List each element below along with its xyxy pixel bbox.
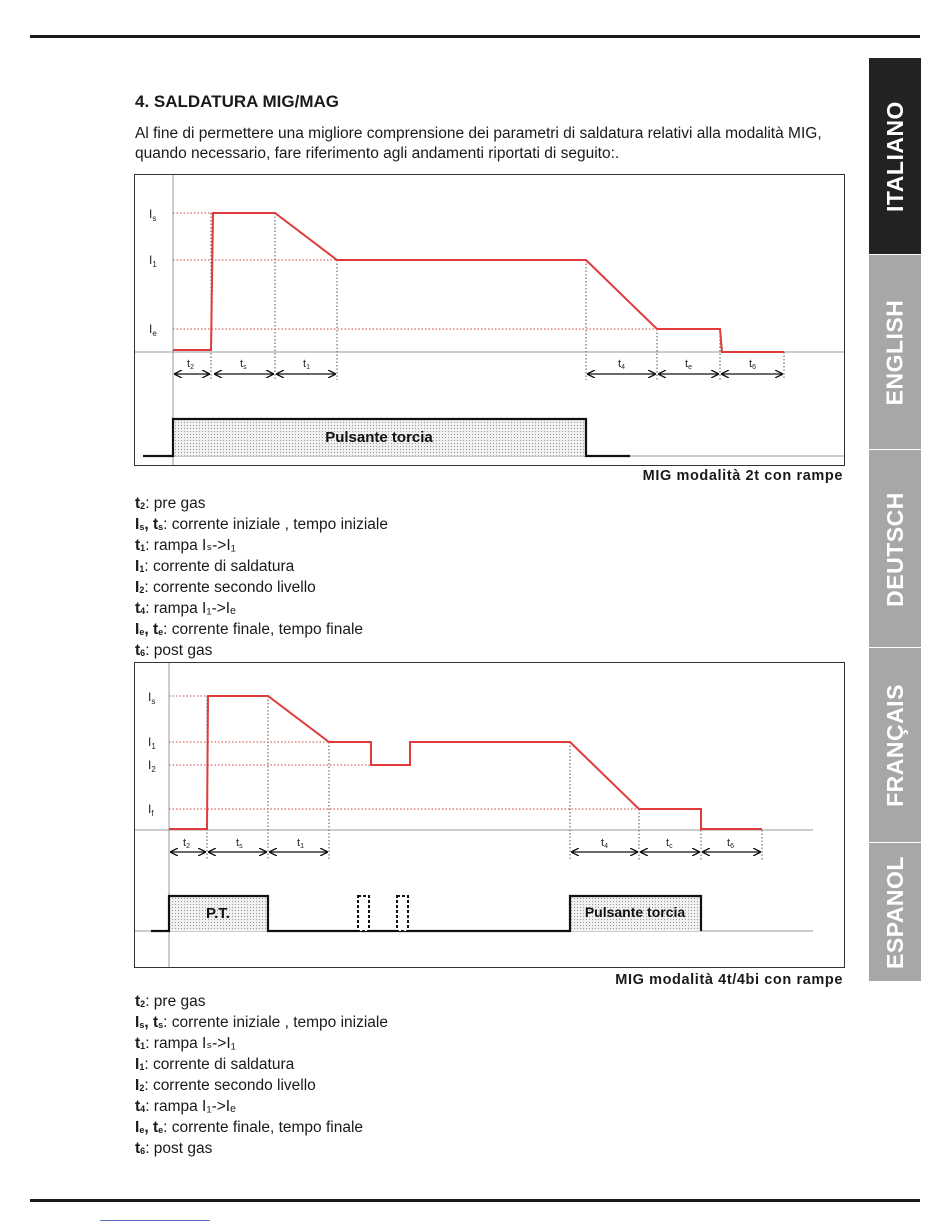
label-if: $I_f$	[148, 802, 154, 818]
tab-italiano[interactable]: ITALIANO	[869, 58, 921, 254]
label-t1: t1	[303, 358, 310, 371]
label-ts: ts	[236, 837, 243, 850]
legend-item: $t_4$: rampa I₁->Iₑ	[135, 1098, 236, 1115]
label-te: te	[685, 358, 692, 371]
time-labels	[183, 837, 734, 850]
legend-item: $t_4$: rampa I₁->Iₑ	[135, 600, 236, 617]
diagram-4t	[134, 662, 845, 968]
label-t1: t1	[297, 837, 304, 850]
diagram-2t	[134, 174, 845, 466]
legend-item: $I_2$: corrente secondo livello	[135, 1077, 316, 1094]
label-ts: ts	[240, 358, 247, 371]
legend-item: $I_e$, $t_e$: corrente finale, tempo finale	[135, 621, 364, 638]
tab-english[interactable]: ENGLISH	[869, 254, 921, 450]
tab-espanol[interactable]: ESPANOL	[869, 842, 921, 981]
footer-link-underline[interactable]	[100, 1220, 210, 1221]
label-ie: $I_e$	[149, 322, 157, 338]
time-labels	[187, 358, 756, 371]
legend-item: $t_1$: rampa Iₛ->I₁	[135, 1035, 236, 1052]
label-t6: t6	[727, 837, 734, 850]
pt-label: P.T.	[206, 905, 230, 922]
legend-item: $I_1$: corrente di saldatura	[135, 558, 295, 575]
label-i1: $I_1$	[148, 735, 156, 751]
tab-deutsch[interactable]: DEUTSCH	[869, 449, 921, 648]
top-rule	[30, 35, 920, 38]
time-guides	[211, 213, 784, 380]
legend-4t	[135, 992, 388, 1160]
intro-paragraph: Al fine di permettere una migliore comprensione dei parametri di saldatura relativi alla modalità MIG, quando necessario, fare riferimento agli andamenti riportati di seguito:.	[135, 125, 822, 162]
time-guides	[207, 696, 762, 860]
torch-label: Pulsante torcia	[325, 429, 433, 446]
diagram-2t-svg	[135, 175, 844, 465]
legend-item: $t_6$: post gas	[135, 642, 213, 659]
label-t4: t4	[618, 358, 625, 371]
label-t6: t6	[749, 358, 756, 371]
caption-4t: MIG modalità 4t/4bi con rampe	[615, 972, 843, 988]
section-title: 4. SALDATURA MIG/MAG	[135, 92, 339, 111]
torch-label: Pulsante torcia	[584, 904, 686, 920]
label-is: $I_s$	[149, 207, 157, 223]
tab-francais[interactable]: FRANÇAIS	[869, 647, 921, 843]
legend-2t	[135, 494, 388, 662]
legend-item: $I_1$: corrente di saldatura	[135, 1056, 295, 1073]
label-tc: tc	[666, 837, 673, 850]
legend-item: $t_2$: pre gas	[135, 495, 206, 512]
diagram-4t-svg	[135, 663, 844, 967]
legend-item: $I_2$: corrente secondo livello	[135, 579, 316, 596]
legend-item: $I_s$, $t_s$: corrente iniziale , tempo iniziale	[135, 516, 388, 533]
legend-item: $t_1$: rampa Iₛ->I₁	[135, 537, 236, 554]
legend-item: $t_2$: pre gas	[135, 993, 206, 1010]
current-curve	[173, 213, 784, 352]
label-t2: t2	[183, 837, 190, 850]
label-t2: t2	[187, 358, 194, 371]
label-i2: $I_2$	[148, 758, 156, 774]
bilevel-pulse-2	[397, 896, 408, 931]
legend-item: $t_6$: post gas	[135, 1140, 213, 1157]
label-is: $I_s$	[148, 690, 156, 706]
bottom-rule	[30, 1199, 920, 1202]
bilevel-pulse-1	[358, 896, 369, 931]
label-i1: $I_1$	[149, 253, 157, 269]
caption-2t: MIG modalità 2t con rampe	[642, 468, 843, 484]
label-t4: t4	[601, 837, 608, 850]
legend-item: $I_e$, $t_e$: corrente finale, tempo finale	[135, 1119, 364, 1136]
legend-item: $I_s$, $t_s$: corrente iniziale , tempo iniziale	[135, 1014, 388, 1031]
